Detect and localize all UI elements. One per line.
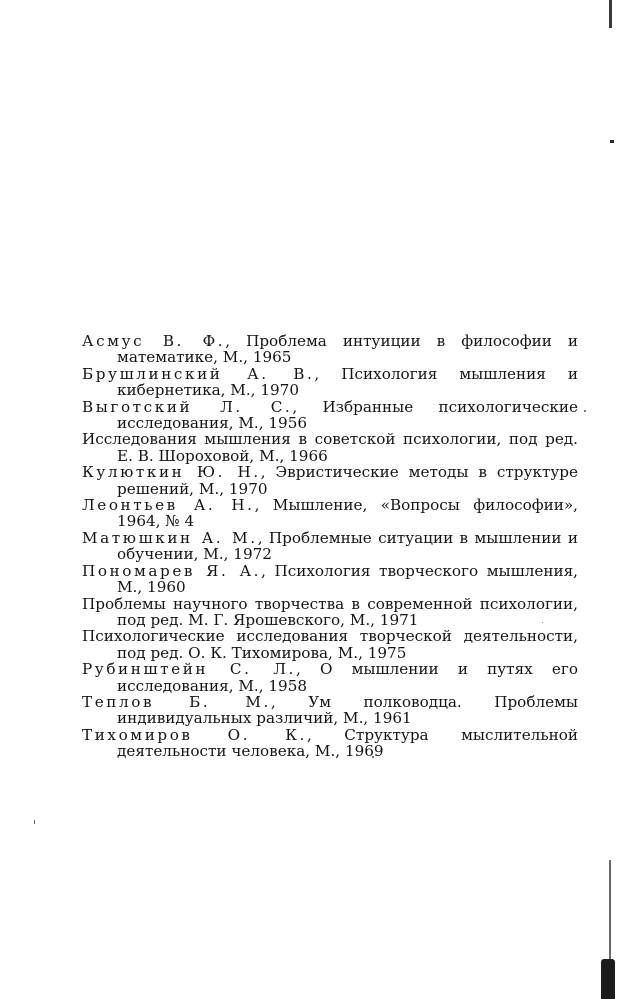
bibliography-entry: [82, 464, 578, 497]
bibliography-entry: [82, 399, 578, 432]
bibliography-entry: [82, 530, 578, 563]
entry-author: Асмус В. Ф.: [82, 332, 226, 350]
bibliography-list: [82, 333, 578, 760]
entry-author: Тихомиров О. К.: [82, 725, 307, 744]
bibliography-entry: [82, 563, 578, 596]
entry-text: , Избранные психологические исследования, М., 1956: [117, 397, 578, 433]
scan-edge-bottom: [601, 959, 615, 999]
bibliography-entry: [82, 333, 578, 366]
entry-author: Рубинштейн С. Л.: [82, 660, 296, 679]
bibliography-entry: [82, 628, 578, 661]
entry-text: , Проблема интуиции в философии и математике, М., 1965: [117, 332, 578, 367]
entry-author: Леонтьев А. Н.: [82, 496, 255, 515]
scan-speck: [34, 820, 35, 824]
entry-text: Проблемы научного творчества в современной психологии, под ред. М. Г. Ярошевского, М., 1971: [82, 594, 578, 629]
entry-text: , Проблемные ситуации в мышлении и обучении, М., 1972: [117, 528, 578, 564]
entry-author: Теплов Б. М.: [82, 692, 271, 711]
entry-text: , Эвристические методы в структуре решений, М., 1970: [117, 463, 578, 498]
entry-author: Брушлинский А. В.: [82, 364, 315, 383]
entry-text: , Мышление, «Вопросы философии», 1964, № 4: [117, 496, 578, 531]
entry-author: Выготский Л. С.: [82, 397, 293, 416]
bibliography-entry: [82, 366, 578, 399]
bibliography-entry: [82, 694, 578, 727]
bibliography-entry: [82, 727, 578, 760]
entry-text: , Структура мыслительной деятельности человека, М., 1969: [117, 725, 578, 761]
scan-speck: [584, 410, 586, 412]
entry-author: Матюшкин А. М.: [82, 528, 258, 547]
entry-text: , Ум полководца. Проблемы индивидуальных различий, М., 1961: [117, 692, 578, 728]
scan-edge-mark: [609, 860, 611, 970]
entry-text: , О мышлении и путях его исследования, М., 1958: [117, 660, 579, 695]
entry-text: Психологические исследования творческой деятельности, под ред. О. К. Тихомирова, М., 1975: [82, 627, 578, 662]
scan-edge-mark: [610, 140, 614, 143]
entry-text: , Психология творческого мышления, М., 1960: [117, 561, 578, 597]
entry-text: , Психология мышления и кибернетика, М., 1970: [117, 364, 578, 400]
bibliography-entry: [82, 596, 578, 629]
bibliography-entry: [82, 497, 578, 530]
entry-author: Пономарев Я. А.: [82, 561, 262, 580]
entry-author: Кулюткин Ю. Н.: [82, 463, 261, 482]
bibliography-entry: [82, 431, 578, 464]
bibliography-entry: [82, 661, 578, 694]
entry-text: Исследования мышления в советской психологии, под ред. Е. В. Шороховой, М., 1966: [82, 430, 578, 465]
scan-edge-top: [609, 0, 612, 28]
